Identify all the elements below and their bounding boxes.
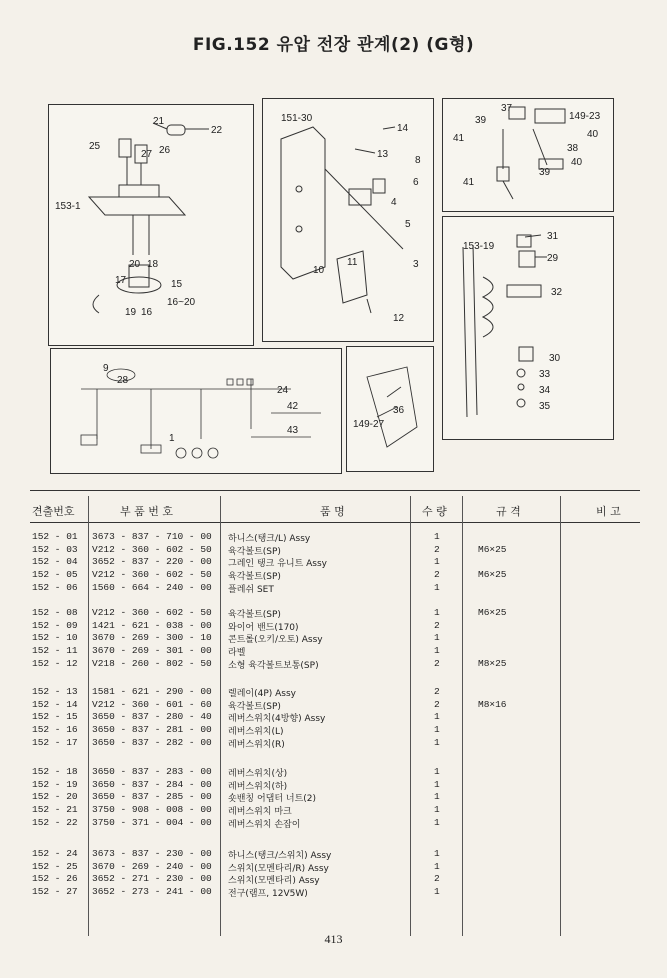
part-name: 와이어 밴드(170) bbox=[228, 622, 299, 633]
part-number: 1581 - 621 - 290 - 00 bbox=[92, 686, 212, 697]
part-name: 육각볼트(SP) bbox=[228, 572, 281, 583]
quantity: 2 bbox=[434, 569, 440, 581]
row-number: 152 - 20 bbox=[32, 791, 78, 803]
table-row bbox=[30, 531, 640, 544]
table-row bbox=[30, 817, 640, 830]
part-name: 플레쉬 SET bbox=[228, 584, 274, 595]
callout-26: 26 bbox=[159, 145, 171, 156]
diagram-panel-lever-switch bbox=[48, 104, 254, 346]
quantity: 1 bbox=[434, 804, 440, 816]
part-name: 레버스위치(상) bbox=[228, 769, 288, 779]
table-row bbox=[30, 711, 640, 724]
callout-24: 24 bbox=[277, 385, 289, 396]
row-number: 152 - 15 bbox=[32, 711, 78, 723]
specification: M8×16 bbox=[478, 698, 507, 710]
table-row bbox=[30, 645, 640, 658]
part-number: V212 - 360 - 602 - 50 bbox=[92, 543, 212, 555]
part-name: 스위치(모멘타리) Assy bbox=[228, 876, 320, 887]
part-name: 라벨 bbox=[228, 648, 246, 659]
table-row bbox=[30, 658, 640, 671]
callout-37: 37 bbox=[501, 103, 513, 114]
part-name: 전구(램프, 12V5W) bbox=[228, 889, 308, 900]
callout-16: 16 bbox=[141, 307, 153, 318]
part-number: 3652 - 837 - 220 - 00 bbox=[92, 556, 212, 568]
callout-39: 39 bbox=[475, 115, 487, 126]
part-number: 1421 - 621 - 038 - 00 bbox=[92, 619, 212, 631]
header-qty: 수 량 bbox=[422, 505, 447, 518]
callout-38: 38 bbox=[567, 143, 579, 154]
specification: M6×25 bbox=[478, 543, 507, 555]
header-note: 비 고 bbox=[596, 505, 621, 518]
part-name: 레버스위치 마크 bbox=[228, 807, 292, 818]
table-row bbox=[30, 779, 640, 792]
quantity: 1 bbox=[434, 531, 440, 542]
part-number: 3650 - 837 - 280 - 40 bbox=[92, 711, 212, 723]
callout-9: 9 bbox=[103, 363, 109, 374]
part-number: V212 - 360 - 602 - 50 bbox=[92, 569, 212, 581]
part-name: 레버스위치(하) bbox=[228, 781, 288, 792]
part-name: 육각볼트(SP) bbox=[228, 546, 281, 557]
table-top-rule bbox=[30, 490, 640, 491]
callout-35: 35 bbox=[539, 401, 551, 412]
quantity: 1 bbox=[434, 860, 440, 872]
diagram-panel-switch-bracket bbox=[442, 216, 614, 440]
row-number: 152 - 16 bbox=[32, 724, 78, 736]
callout-149-27: 149-27 bbox=[353, 419, 385, 430]
callout-151-30: 151-30 bbox=[281, 113, 313, 124]
row-number: 152 - 14 bbox=[32, 698, 78, 710]
diagram-panel-wiring-harness bbox=[50, 348, 342, 474]
callout-15: 15 bbox=[171, 279, 183, 290]
callout-31: 31 bbox=[547, 231, 559, 242]
quantity: 1 bbox=[434, 791, 440, 803]
callout-20: 20 bbox=[129, 259, 141, 270]
part-number: 3652 - 271 - 230 - 00 bbox=[92, 873, 212, 885]
part-number: 1560 - 664 - 240 - 00 bbox=[92, 581, 212, 593]
part-number: V212 - 360 - 602 - 50 bbox=[92, 607, 212, 618]
table-row bbox=[30, 556, 640, 569]
part-name: 레버스위치(4방향) Assy bbox=[228, 714, 326, 725]
row-number: 152 - 21 bbox=[32, 804, 78, 816]
quantity: 2 bbox=[434, 873, 440, 885]
part-name: 소형 육각볼트보통(SP) bbox=[228, 660, 319, 671]
table-row bbox=[30, 607, 640, 620]
row-number: 152 - 06 bbox=[32, 581, 78, 593]
quantity: 1 bbox=[434, 766, 440, 777]
callout-149-23: 149-23 bbox=[569, 111, 601, 122]
part-number: V218 - 260 - 802 - 50 bbox=[92, 657, 212, 669]
callout-3: 3 bbox=[413, 259, 419, 270]
switch-bracket-drawing bbox=[443, 217, 613, 439]
tank-unit-drawing bbox=[263, 99, 433, 341]
figure-title: FIG.152 유압 전장 관계(2) (G형) bbox=[192, 35, 475, 55]
callout-30: 30 bbox=[549, 353, 561, 364]
callout-12: 12 bbox=[393, 313, 405, 324]
diagram-panel-tank-unit bbox=[262, 98, 434, 342]
table-row bbox=[30, 886, 640, 899]
callout-41b: 41 bbox=[463, 177, 475, 188]
quantity: 1 bbox=[434, 711, 440, 723]
callout-40b: 40 bbox=[571, 157, 583, 168]
header-name: 품 명 bbox=[320, 505, 345, 518]
table-row bbox=[30, 766, 640, 779]
part-name: 그레인 탱크 유니트 Assy bbox=[228, 559, 327, 570]
callout-34: 34 bbox=[539, 385, 551, 396]
table-row bbox=[30, 804, 640, 817]
quantity: 1 bbox=[434, 581, 440, 593]
part-name: 스위치(모멘타리/R) Assy bbox=[228, 863, 329, 874]
row-number: 152 - 01 bbox=[32, 531, 78, 542]
callout-33: 33 bbox=[539, 369, 551, 380]
callout-6: 6 bbox=[413, 177, 419, 188]
row-number: 152 - 09 bbox=[32, 619, 78, 631]
part-number: 3673 - 837 - 710 - 00 bbox=[92, 531, 212, 542]
row-number: 152 - 10 bbox=[32, 632, 78, 644]
callout-19: 19 bbox=[125, 307, 137, 318]
callout-5: 5 bbox=[405, 219, 411, 230]
row-number: 152 - 18 bbox=[32, 766, 78, 777]
quantity: 2 bbox=[434, 657, 440, 669]
quantity: 1 bbox=[434, 886, 440, 898]
part-number: 3750 - 371 - 004 - 00 bbox=[92, 816, 212, 828]
table-row bbox=[30, 873, 640, 886]
row-number: 152 - 13 bbox=[32, 686, 78, 697]
callout-10: 10 bbox=[313, 265, 325, 276]
header-part: 부 품 번 호 bbox=[120, 505, 173, 518]
table-row bbox=[30, 699, 640, 712]
table-row bbox=[30, 848, 640, 861]
callout-42: 42 bbox=[287, 401, 299, 412]
row-number: 152 - 19 bbox=[32, 778, 78, 790]
callout-18: 18 bbox=[147, 259, 159, 270]
table-row bbox=[30, 724, 640, 737]
part-name: 하니스(탱크/스위치) Assy bbox=[228, 851, 332, 861]
row-number: 152 - 24 bbox=[32, 848, 78, 859]
callout-32: 32 bbox=[551, 287, 563, 298]
callout-43: 43 bbox=[287, 425, 299, 436]
table-header bbox=[30, 496, 640, 523]
quantity: 1 bbox=[434, 724, 440, 736]
callout-39b: 39 bbox=[539, 167, 551, 178]
quantity: 2 bbox=[434, 543, 440, 555]
row-number: 152 - 26 bbox=[32, 873, 78, 885]
callout-13: 13 bbox=[377, 149, 389, 160]
table-row bbox=[30, 737, 640, 750]
row-number: 152 - 17 bbox=[32, 736, 78, 748]
quantity: 2 bbox=[434, 686, 440, 697]
specification: M6×25 bbox=[478, 569, 507, 581]
callout-14: 14 bbox=[397, 123, 409, 134]
row-number: 152 - 22 bbox=[32, 816, 78, 828]
callout-41: 41 bbox=[453, 133, 465, 144]
callout-22: 22 bbox=[211, 125, 223, 136]
callout-17: 17 bbox=[115, 275, 127, 286]
part-name: 하니스(탱크/L) Assy bbox=[228, 534, 311, 544]
row-number: 152 - 27 bbox=[32, 886, 78, 898]
part-name: 콘트롤(오키/오토) Assy bbox=[228, 635, 323, 646]
callout-27: 27 bbox=[141, 149, 153, 160]
part-number: 3650 - 837 - 285 - 00 bbox=[92, 791, 212, 803]
quantity: 1 bbox=[434, 632, 440, 644]
quantity: 2 bbox=[434, 619, 440, 631]
part-name: 육각볼트(SP) bbox=[228, 610, 281, 620]
part-number: V212 - 360 - 601 - 60 bbox=[92, 698, 212, 710]
lever-switch-drawing bbox=[49, 105, 253, 345]
table-row bbox=[30, 861, 640, 874]
part-name: 레버스위치(R) bbox=[228, 739, 285, 750]
callout-8: 8 bbox=[415, 155, 421, 166]
header-no: 견출번호 bbox=[32, 505, 75, 518]
diagram-panel-lamp bbox=[346, 346, 434, 472]
part-number: 3650 - 837 - 281 - 00 bbox=[92, 724, 212, 736]
quantity: 1 bbox=[434, 556, 440, 568]
row-number: 152 - 03 bbox=[32, 543, 78, 555]
callout-16-20: 16~20 bbox=[167, 297, 196, 308]
table-row bbox=[30, 544, 640, 557]
quantity: 1 bbox=[434, 848, 440, 859]
callout-36: 36 bbox=[393, 405, 405, 416]
callout-1: 1 bbox=[169, 433, 175, 444]
part-name: 렐레이(4P) Assy bbox=[228, 689, 296, 699]
wiring-harness-drawing bbox=[51, 349, 341, 473]
part-name: 숏밴칭 어댑터 너트(2) bbox=[228, 794, 317, 805]
part-name: 육각볼트(SP) bbox=[228, 701, 281, 712]
row-number: 152 - 12 bbox=[32, 657, 78, 669]
diagram-panel-bracket bbox=[442, 98, 614, 212]
row-number: 152 - 11 bbox=[32, 645, 78, 657]
table-row bbox=[30, 569, 640, 582]
callout-21: 21 bbox=[153, 116, 165, 127]
quantity: 1 bbox=[434, 645, 440, 657]
quantity: 1 bbox=[434, 736, 440, 748]
page-number: 413 bbox=[324, 932, 343, 946]
part-number: 3650 - 837 - 283 - 00 bbox=[92, 766, 212, 777]
callout-29: 29 bbox=[547, 253, 559, 264]
part-number: 3670 - 269 - 240 - 00 bbox=[92, 860, 212, 872]
quantity: 1 bbox=[434, 607, 440, 618]
callout-153-1: 153-1 bbox=[55, 201, 81, 212]
row-number: 152 - 08 bbox=[32, 607, 78, 618]
table-row bbox=[30, 632, 640, 645]
callout-153-19: 153-19 bbox=[463, 241, 495, 252]
part-number: 3652 - 273 - 241 - 00 bbox=[92, 886, 212, 898]
part-number: 3650 - 837 - 282 - 00 bbox=[92, 736, 212, 748]
row-number: 152 - 05 bbox=[32, 569, 78, 581]
part-number: 3673 - 837 - 230 - 00 bbox=[92, 848, 212, 859]
part-number: 3750 - 908 - 008 - 00 bbox=[92, 804, 212, 816]
part-number: 3650 - 837 - 284 - 00 bbox=[92, 778, 212, 790]
specification: M6×25 bbox=[478, 607, 507, 618]
part-number: 3670 - 269 - 301 - 00 bbox=[92, 645, 212, 657]
callout-40: 40 bbox=[587, 129, 599, 140]
row-number: 152 - 25 bbox=[32, 860, 78, 872]
row-number: 152 - 04 bbox=[32, 556, 78, 568]
part-name: 레버스위치 손잡이 bbox=[228, 819, 301, 830]
part-name: 레버스위치(L) bbox=[228, 727, 284, 738]
quantity: 1 bbox=[434, 778, 440, 790]
specification: M8×25 bbox=[478, 657, 507, 669]
header-spec: 규 격 bbox=[496, 505, 521, 518]
callout-28: 28 bbox=[117, 375, 129, 386]
callout-4: 4 bbox=[391, 197, 397, 208]
part-number: 3670 - 269 - 300 - 10 bbox=[92, 632, 212, 644]
bracket-drawing bbox=[443, 99, 613, 211]
quantity: 1 bbox=[434, 816, 440, 828]
table-row bbox=[30, 620, 640, 633]
table-row bbox=[30, 686, 640, 699]
callout-25: 25 bbox=[89, 141, 101, 152]
table-row bbox=[30, 791, 640, 804]
callout-11: 11 bbox=[347, 257, 358, 268]
table-row bbox=[30, 582, 640, 595]
quantity: 2 bbox=[434, 698, 440, 710]
lamp-drawing bbox=[347, 347, 433, 471]
